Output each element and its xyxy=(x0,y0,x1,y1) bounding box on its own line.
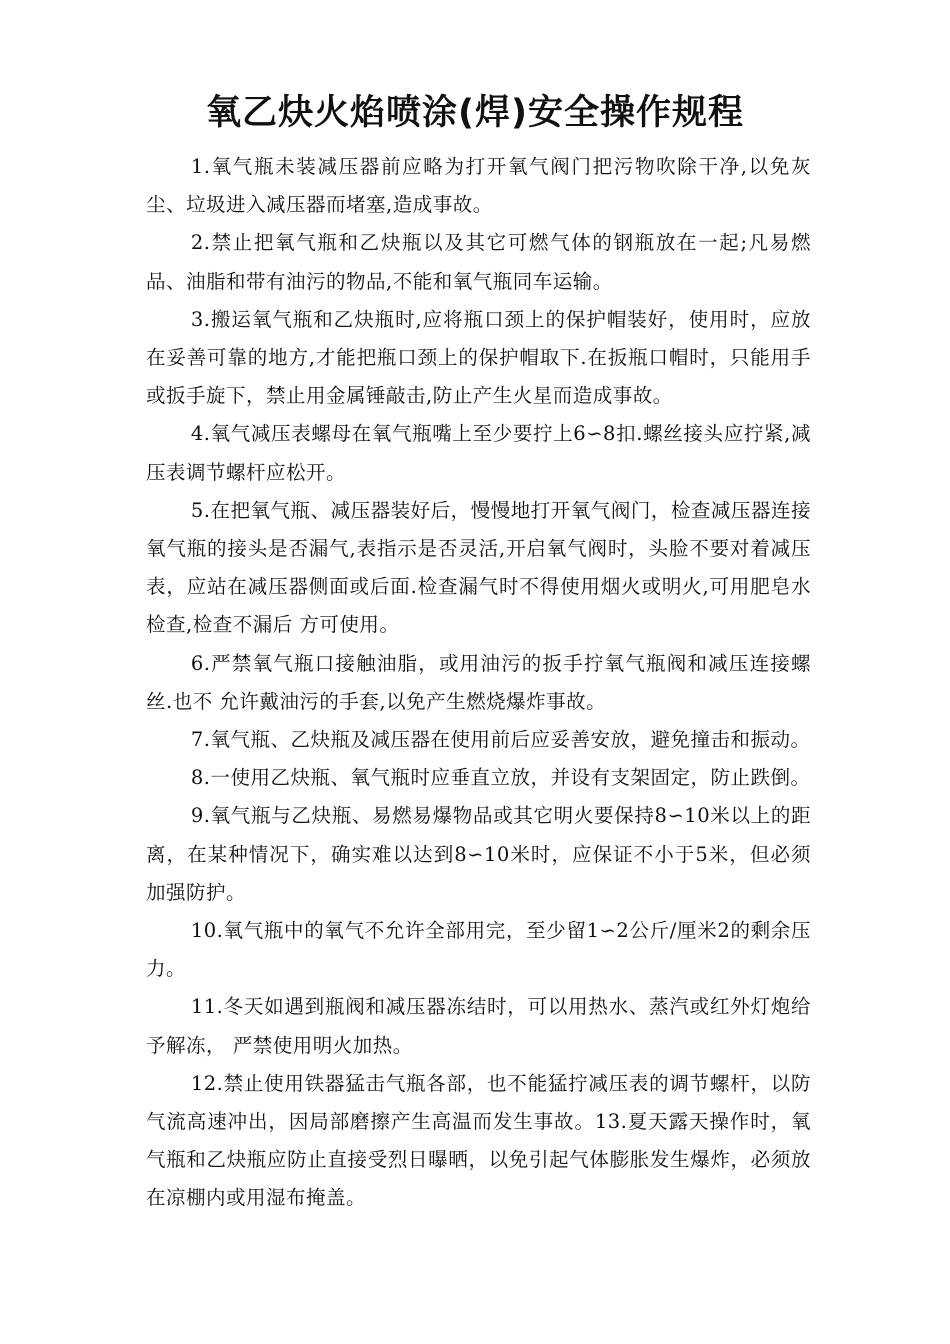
paragraph-2: 2.禁止把氧气瓶和乙炔瓶以及其它可燃气体的钢瓶放在一起;凡易燃品、油脂和带有油污的物品,不能和氧气瓶同车运输。 xyxy=(146,231,811,293)
paragraph-4: 4.氧气减压表螺母在氧气瓶嘴上至少要拧上6∽8扣.螺丝接头应拧紧,减压表调节螺杆应松开。 xyxy=(146,422,811,484)
paragraph-1: 1.氧气瓶未装减压器前应略为打开氧气阀门把污物吹除干净,以免灰尘、垃圾进入减压器而堵塞,造成事故。 xyxy=(146,155,811,217)
paragraph-12: 12.禁止使用铁器猛击气瓶各部，也不能猛拧减压表的调节螺杆，以防气流高速冲出，因局部磨擦产生高温而发生事故。13.夏天露天操作时，氧气瓶和乙炔瓶应防止直接受烈日曝晒，以免引起气体膨胀发生爆炸，必须放在凉棚内或用湿布掩盖。 xyxy=(146,1071,811,1210)
paragraph-9: 9.氧气瓶与乙炔瓶、易燃易爆物品或其它明火要保持8∽10米以上的距离，在某种情况下，确实难以达到8∽10米时，应保证不小于5米，但必须加强防护。 xyxy=(146,804,811,904)
paragraph-6: 6.严禁氧气瓶口接触油脂，或用油污的扳手拧氧气瓶阀和减压连接螺丝.也不 允许戴油污的手套,以免产生燃烧爆炸事故。 xyxy=(146,651,811,713)
paragraph-10: 10.氧气瓶中的氧气不允许全部用完，至少留1∽2公斤/厘米2的剩余压力。 xyxy=(146,919,811,981)
document-body xyxy=(146,148,811,1218)
paragraph-3: 3.搬运氧气瓶和乙炔瓶时,应将瓶口颈上的保护帽装好，使用时，应放在妥善可靠的地方,才能把瓶口颈上的保护帽取下.在扳瓶口帽时，只能用手或扳手旋下，禁止用金属锤敲击,防止产生火星而造成事故。 xyxy=(146,307,811,408)
paragraph-7: 7.氧气瓶、乙炔瓶及减压器在使用前后应妥善安放，避免撞击和振动。 xyxy=(190,728,811,752)
paragraph-8: 8.一使用乙炔瓶、氧气瓶时应垂直立放，并设有支架固定，防止跌倒。 xyxy=(190,766,811,790)
document-title: 氧乙炔火焰喷涂(焊)安全操作规程 xyxy=(206,93,744,133)
paragraph-11: 11.冬天如遇到瓶阀和减压器冻结时，可以用热水、蒸汽或红外灯炮给予解冻， 严禁使用明火加热。 xyxy=(146,995,811,1057)
paragraph-5: 5.在把氧气瓶、减压器装好后，慢慢地打开氧气阀门，检查减压器连接氧气瓶的接头是否漏气,表指示是否灵活,开启氧气阀时，头脸不要对着减压表，应站在减压器侧面或后面.检查漏气时不得使用烟火或明火,可用肥皂水检查,检查不漏后 方可使用。 xyxy=(146,498,811,637)
